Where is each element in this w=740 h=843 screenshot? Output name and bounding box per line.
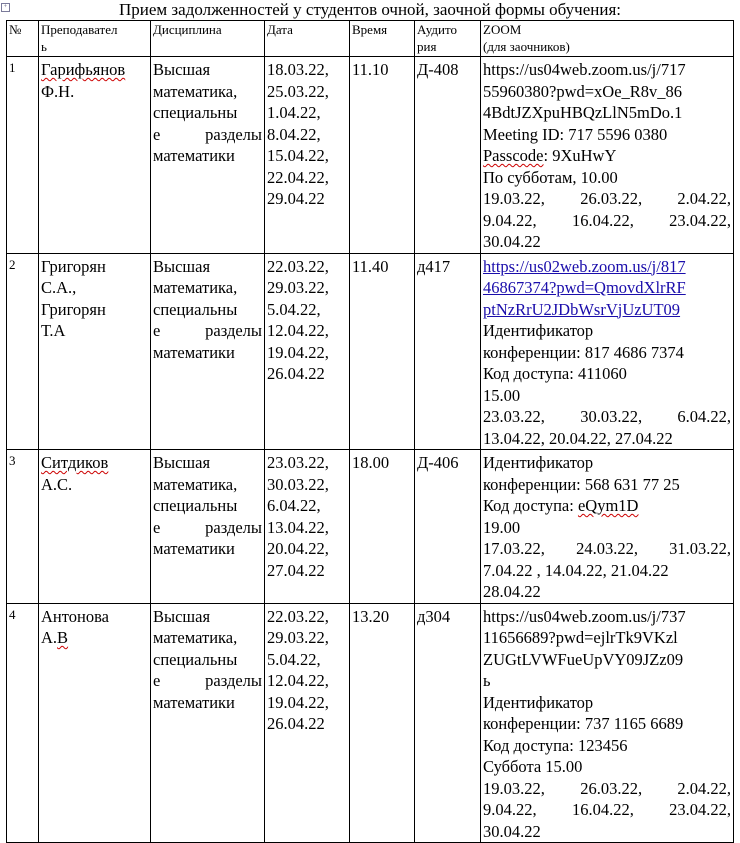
teacher-line: С.А., [41,278,77,297]
dates-line: 19.04.22, [267,342,329,362]
zoom-line: 9.04.22, 16.04.22, 23.04.22, [483,800,731,819]
header-teacher-line: ь [41,39,47,54]
zoom-cell [481,57,734,254]
dates-line: 6.04.22, [267,496,321,515]
zoom-line: 11656689?pwd=ejlrTk9VKzl [483,628,678,647]
subject-cell [151,450,265,604]
table-header-row [7,21,734,57]
dates-line: 26.04.22 [267,364,325,383]
zoom-line: Meeting ID: 717 5596 0380 [483,124,668,144]
subject-line: математики [153,342,235,362]
table-anchor-icon[interactable]: + [1,3,10,12]
room-cell: Д-408 [415,57,481,254]
zoom-line: Код доступа: 123456 [483,735,628,755]
room-cell: д304 [415,603,481,843]
zoom-line: конференции: 817 4686 7374 [483,342,684,362]
table-row [7,57,734,254]
teacher-line: Гарифьянов [41,60,126,79]
debt-schedule-table [6,20,734,843]
dates-cell [265,450,350,604]
dates-line: 8.04.22, [267,124,321,144]
subject-cell [151,603,265,843]
row-number: 2 [7,253,39,450]
teacher-line: А.С. [41,474,73,494]
dates-line: 12.04.22, [267,321,329,340]
dates-line: 22.04.22, [267,167,329,187]
dates-line: 19.04.22, [267,692,329,712]
dates-line: 20.04.22, [267,539,329,558]
zoom-line: 17.03.22, 24.03.22, 31.03.22, [483,539,731,558]
header-num: № [7,21,39,57]
room-cell: д417 [415,253,481,450]
zoom-line: Идентификатор [483,453,594,472]
subject-line: е разделы [153,671,262,690]
subject-line: е разделы [153,517,262,537]
teacher-line: Григорян [41,256,106,276]
subject-line: математики [153,146,235,165]
zoom-line: 30.04.22 [483,232,541,251]
subject-line: специальны [153,299,238,319]
teacher-line: А.В [41,628,69,647]
table-row [7,253,734,450]
subject-line: специальны [153,496,238,515]
dates-line: 22.03.22, [267,256,329,276]
header-date: Дата [265,21,350,57]
zoom-line: Код доступа: eQym1D [483,496,639,515]
zoom-line: 19.03.22, 26.03.22, 2.04.22, [483,189,731,208]
teacher-line: Антонова [41,606,109,626]
dates-line: 30.03.22, [267,474,329,494]
row-number: 3 [7,450,39,604]
subject-line: е разделы [153,124,262,144]
table-body [7,57,734,843]
subject-line: специальны [153,649,238,669]
zoom-line: конференции: 568 631 77 25 [483,474,680,494]
dates-line: 5.04.22, [267,299,321,319]
zoom-line: ь [483,671,491,690]
subject-line: специальны [153,103,238,122]
zoom-line: Passcode: 9XuHwY [483,146,617,165]
zoom-line: Суббота 15.00 [483,757,583,776]
row-number: 4 [7,603,39,843]
room-cell: Д-406 [415,450,481,604]
subject-line: Высшая [153,606,211,626]
zoom-line: 9.04.22, 16.04.22, 23.04.22, [483,210,731,230]
dates-line: 29.03.22, [267,278,329,297]
dates-line: 27.04.22 [267,560,325,580]
time-cell: 11.10 [350,57,415,254]
zoom-line: 13.04.22, 20.04.22, 27.04.22 [483,428,673,448]
subject-line: Высшая [153,60,211,79]
zoom-link[interactable]: https://us02web.zoom.us/j/817 [483,256,686,276]
table-row [7,603,734,843]
dates-line: 26.04.22 [267,714,325,733]
zoom-line: Идентификатор [483,321,594,340]
dates-line: 22.03.22, [267,606,329,626]
header-teacher [39,21,151,57]
teacher-cell [39,57,151,254]
teacher-cell [39,450,151,604]
time-cell: 11.40 [350,253,415,450]
table-row [7,450,734,604]
zoom-line: ZUGtLVWFueUpVY09JZz09 [483,649,684,669]
zoom-line: По субботам, 10.00 [483,167,618,187]
subject-line: Высшая [153,256,211,276]
subject-line: математика, [153,628,238,647]
dates-line: 18.03.22, [267,60,329,79]
teacher-cell [39,603,151,843]
dates-cell [265,253,350,450]
teacher-line: Ситдиков [41,453,109,472]
subject-line: математика, [153,474,238,494]
teacher-line: Ф.Н. [41,81,75,101]
zoom-cell [481,253,734,450]
subject-cell [151,253,265,450]
dates-line: 1.04.22, [267,103,321,122]
zoom-line: https://us04web.zoom.us/j/717 [483,60,686,79]
subject-line: е разделы [153,321,262,340]
dates-line: 5.04.22, [267,649,321,669]
subject-line: математика, [153,81,238,101]
dates-line: 29.04.22 [267,189,325,208]
zoom-line: 19.00 [483,517,521,537]
zoom-line: Идентификатор [483,692,594,712]
dates-cell [265,57,350,254]
zoom-link[interactable]: ptNzRrU2JDbWsrVjUzUT09 [483,299,681,319]
header-subject: Дисциплина [151,21,265,57]
header-room-line: рия [417,39,437,54]
zoom-line: 4BdtJZXpuHBQzLlN5mDo.1 [483,103,683,122]
zoom-line: https://us04web.zoom.us/j/737 [483,606,686,626]
dates-line: 23.03.22, [267,453,329,472]
page-title: Прием задолженностей у студентов очной, заочной формы обучения: [119,0,621,19]
subject-line: математика, [153,278,238,297]
header-room [415,21,481,57]
subject-cell [151,57,265,254]
header-time: Время [350,21,415,57]
header-zoom-line: (для заочников) [483,39,570,54]
header-room-line: Аудито [417,22,458,37]
subject-line: математики [153,539,235,558]
subject-line: Высшая [153,453,211,472]
row-number: 1 [7,57,39,254]
zoom-cell [481,603,734,843]
zoom-cell [481,450,734,604]
dates-cell [265,603,350,843]
time-cell: 18.00 [350,450,415,604]
zoom-line: 7.04.22 , 14.04.22, 21.04.22 [483,560,669,580]
header-zoom-line: ZOOM [483,22,522,37]
teacher-cell [39,253,151,450]
zoom-line: конференции: 737 1165 6689 [483,714,684,733]
zoom-line: 23.03.22, 30.03.22, 6.04.22, [483,407,731,426]
header-zoom [481,21,734,57]
time-cell: 13.20 [350,603,415,843]
teacher-line: Григорян [41,299,106,319]
dates-line: 12.04.22, [267,671,329,690]
dates-line: 25.03.22, [267,81,329,101]
zoom-link[interactable]: 46867374?pwd=QmovdXlrRF [483,278,686,297]
subject-line: математики [153,692,235,712]
zoom-line: 55960380?pwd=xOe_R8v_86 [483,81,683,101]
dates-line: 29.03.22, [267,628,329,647]
zoom-line: 28.04.22 [483,582,541,601]
header-teacher-line: Преподавател [41,22,118,37]
dates-line: 13.04.22, [267,517,329,537]
zoom-line: 15.00 [483,385,521,405]
zoom-line: 19.03.22, 26.03.22, 2.04.22, [483,778,731,798]
zoom-line: 30.04.22 [483,821,541,841]
dates-line: 15.04.22, [267,146,329,165]
zoom-line: Код доступа: 411060 [483,364,627,383]
teacher-line: Т.А [41,321,66,340]
